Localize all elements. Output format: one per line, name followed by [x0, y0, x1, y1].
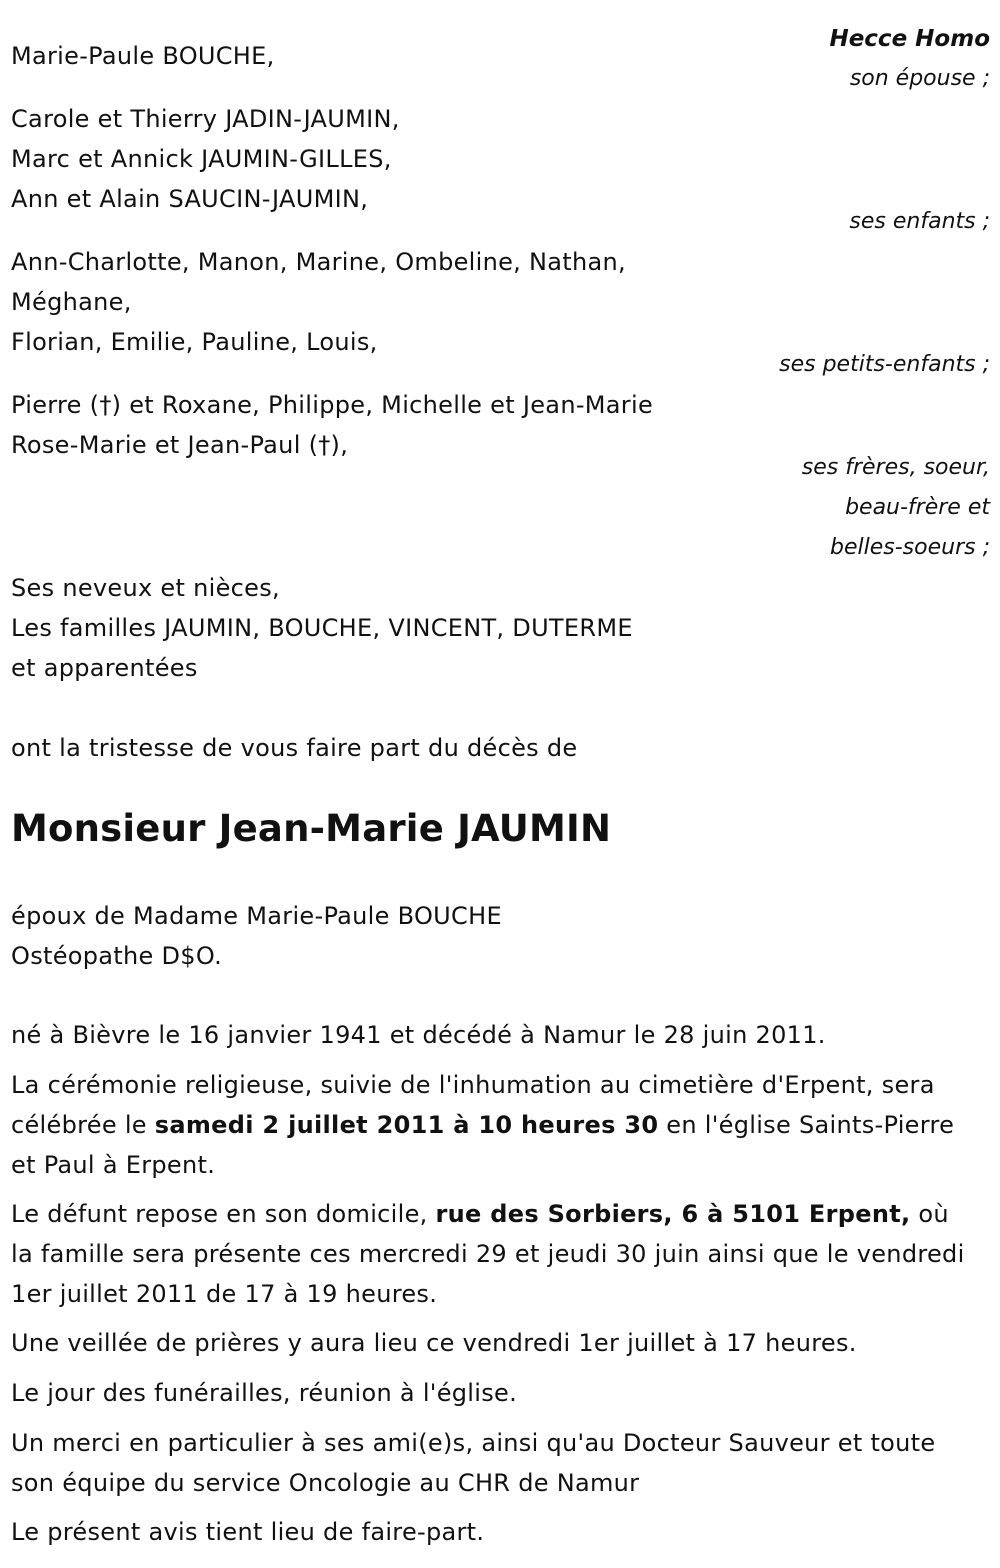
repose-text: Le défunt repose en son domicile, [11, 1200, 436, 1228]
header-brand: Hecce Homo [829, 26, 990, 52]
funeral-day-text: Le jour des funérailles, réunion à l'église. [11, 1379, 518, 1407]
siblings-role-line: ses frères, soeur, [801, 455, 990, 480]
child-entry: Carole et Thierry JADIN-JAUMIN, [11, 105, 400, 133]
spouse-role: son épouse ; [849, 66, 990, 91]
others-entry: Les familles JAUMIN, BOUCHE, VINCENT, DUTERME [11, 614, 633, 642]
children-role: ses enfants ; [849, 209, 990, 234]
others-entry: Ses neveux et nièces, [11, 574, 280, 602]
repose-address: rue des Sorbiers, 6 à 5101 Erpent, [435, 1200, 911, 1228]
deceased-detail: Ostéopathe D$O. [11, 942, 223, 970]
birth-death: né à Bièvre le 16 janvier 1941 et décédé à Namur le 28 juin 2011. [11, 1021, 826, 1049]
repose-text: où la famille sera présente ces mercredi 29 et jeudi 30 juin ainsi que le vendredi 1er juillet 2011 de 17 à 19 heures. [11, 1200, 965, 1308]
grandchildren-entry: Ann-Charlotte, Manon, Marine, Ombeline, Nathan, [11, 248, 626, 276]
ceremony-paragraph [11, 1065, 971, 1185]
ceremony-text: en l'église Saints-Pierre et Paul à Erpent. [11, 1111, 955, 1179]
deceased-name: Monsieur Jean-Marie JAUMIN [11, 807, 612, 850]
repose-paragraph [11, 1194, 971, 1314]
thanks-text: Un merci en particulier à ses ami(e)s, ainsi qu'au Docteur Sauveur et toute son équipe du service Oncologie au CHR de Namur [11, 1429, 936, 1497]
ceremony-text: La cérémonie religieuse, suivie de l'inhumation au cimetière d'Erpent, sera célébrée le [11, 1071, 935, 1139]
siblings-entry: Rose-Marie et Jean-Paul (†), [11, 431, 349, 459]
others-entry: et apparentées [11, 654, 198, 682]
child-entry: Ann et Alain SAUCIN-JAUMIN, [11, 185, 369, 213]
siblings-role-line: beau-frère et [845, 495, 990, 520]
deceased-detail: époux de Madame Marie-Paule BOUCHE [11, 902, 502, 930]
vigil-text: Une veillée de prières y aura lieu ce vendredi 1er juillet à 17 heures. [11, 1329, 857, 1357]
grandchildren-role: ses petits-enfants ; [779, 352, 990, 377]
child-entry: Marc et Annick JAUMIN-GILLES, [11, 145, 392, 173]
siblings-entry: Pierre (†) et Roxane, Philippe, Michelle et Jean-Marie [11, 391, 654, 419]
siblings-role-line: belles-soeurs ; [830, 535, 990, 560]
notice-text: Le présent avis tient lieu de faire-part. [11, 1518, 485, 1546]
grandchildren-entry: Méghane, [11, 288, 132, 316]
announcement-intro: ont la tristesse de vous faire part du décès de [11, 734, 578, 762]
grandchildren-entry: Florian, Emilie, Pauline, Louis, [11, 328, 378, 356]
spouse-name: Marie-Paule BOUCHE, [11, 42, 275, 70]
ceremony-date-time: samedi 2 juillet 2011 à 10 heures 30 [154, 1111, 659, 1139]
